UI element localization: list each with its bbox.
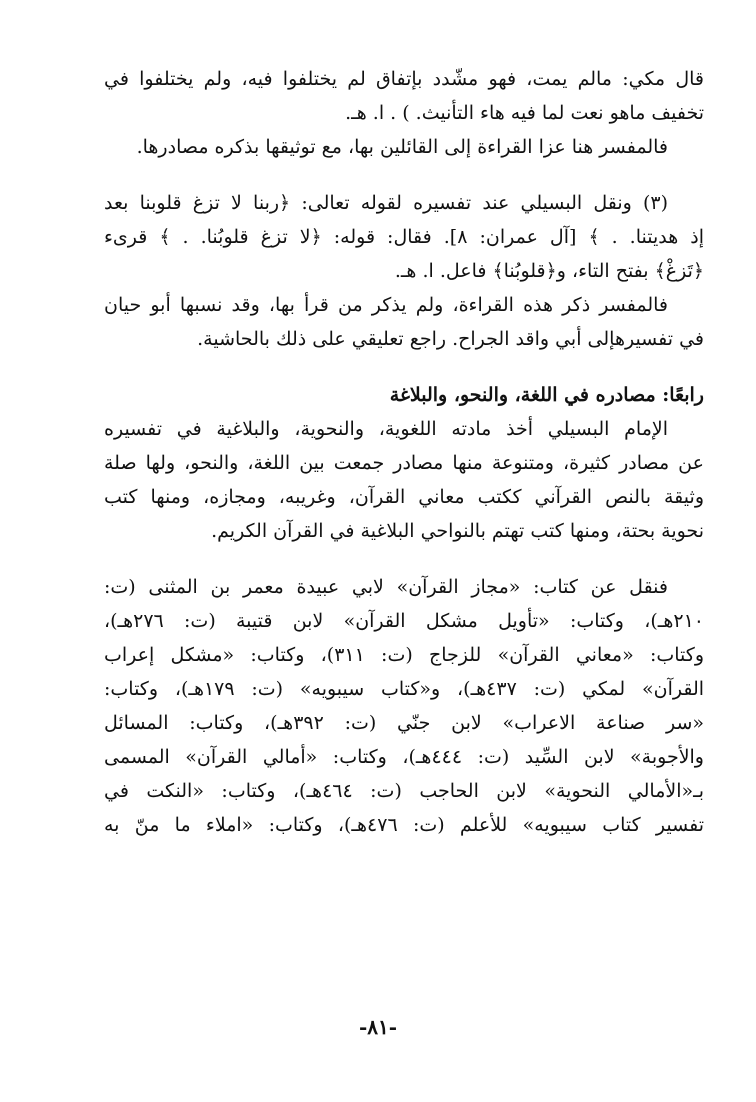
text-line: الإمام البسيلي أخذ مادته اللغوية، والنحوية، والبلاغية في تفسيره	[104, 418, 668, 440]
paragraph-gap	[104, 164, 704, 186]
text-line: والأجوبة» لابن السِّيد (ت: ٤٤٤هـ)، وكتاب: «أمالي القرآن» المسمى	[104, 746, 704, 768]
text-line: في تفسيرهإلى أبي واقد الجراح. راجع تعليقي على ذلك بالحاشية.	[197, 328, 704, 350]
text-line: قال مكي: مالم يمت، فهو مشّدد بإتفاق لم يختلفوا فيه، ولم يختلفوا في	[104, 68, 704, 90]
text-line: ﴿تَزغْ﴾ بفتح التاء، و﴿قلوبُنا﴾ فاعل. ا. هـ.	[394, 260, 704, 282]
text-line: وثيقة بالنص القرآني ككتب معاني القرآن، وغريبه، ومجازه، ومنها كتب	[104, 486, 704, 508]
text-line: القرآن» لمكي (ت: ٤٣٧هـ)، و«كتاب سيبويه» (ت: ١٧٩هـ)، وكتاب:	[104, 678, 704, 700]
text-line: وكتاب: «معاني القرآن» للزجاج (ت: ٣١١)، وكتاب: «مشكل إعراب	[104, 644, 704, 666]
text-line: (٣) ونقل البسيلي عند تفسيره لقوله تعالى: ﴿ربنا لا تزغ قلوبنا بعد	[104, 192, 668, 214]
text-line: تفسير كتاب سيبويه» للأعلم (ت: ٤٧٦هـ)، وكتاب: «املاء ما منّ به	[104, 814, 704, 836]
text-line: عن مصادر كثيرة، ومتنوعة منها مصادر جمعت بين اللغة، والنحو، ولها صلة	[104, 452, 704, 474]
text-line: إذ هديتنا. . ﴾ [آل عمران: ٨]. فقال: قوله: ﴿لا تزغ قلوبُنا. . ﴾ قرىء	[104, 226, 704, 248]
paragraph-makki-quote	[104, 62, 704, 164]
text-line: فالمفسر ذكر هذه القراءة، ولم يذكر من قرأ بها، وقد نسبها أبو حيان	[104, 294, 668, 316]
paragraph-gap	[104, 548, 704, 570]
paragraph-example-3	[104, 186, 704, 356]
paragraph-language-sources	[104, 412, 704, 548]
text-line: فالمفسر هنا عزا القراءة إلى القائلين بها، مع توثيقها بذكره مصادرها.	[136, 136, 668, 158]
text-line: فنقل عن كتاب: «مجاز القرآن» لابي عبيدة معمر بن المثنى (ت:	[104, 576, 668, 598]
text-line: بـ«الأمالي النحوية» لابن الحاجب (ت: ٤٦٤هـ)، وكتاب: «النكت في	[104, 780, 704, 802]
text-line: ٢١٠هـ)، وكتاب: «تأويل مشكل القرآن» لابن قتيبة (ت: ٢٧٦هـ)،	[104, 610, 704, 632]
page-body	[104, 62, 704, 842]
text-line: نحوية بحتة، ومنها كتب تهتم بالنواحي البلاغية في القرآن الكريم.	[211, 520, 704, 542]
paragraph-cited-books	[104, 570, 704, 842]
paragraph-gap	[104, 356, 704, 378]
text-line: تخفيف ماهو نعت لما فيه هاء التأنيث. ) . ا. هـ.	[345, 102, 704, 124]
text-line: «سر صناعة الاعراب» لابن جنّي (ت: ٣٩٢هـ)، وكتاب: المسائل	[104, 712, 704, 734]
page-number: -٨١-	[358, 1015, 398, 1039]
section-heading: رابعًا: مصادره في اللغة، والنحو، والبلاغة	[389, 384, 704, 406]
